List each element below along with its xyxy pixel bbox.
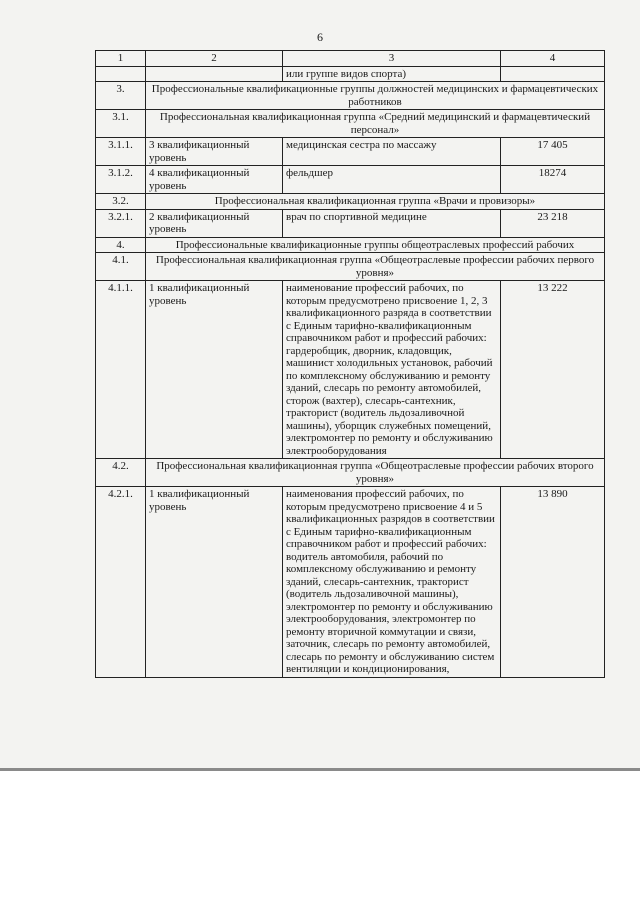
cell-description: наименование профессий рабочих, по которым предусмотрено присвоение 1, 2, 3 квалификационного разряда в соответствии с Единым тарифно-квалификационным справочником работ и профессий рабочих: гардеробщик, дворник, кладовщик, машинист холодильных установок, рабочий по комплексному обслуживанию и ремонту зданий, слесарь по ремонту автомобилей, сторож (вахтер), слесарь-сантехник, тракторист (водитель льдозаливочной машины), уборщик служебных помещений, электромонтер по ремонту и обслуживанию электрооборудования <box>283 281 501 459</box>
column-header: 3 <box>283 51 501 67</box>
scan-edge <box>0 768 640 771</box>
table-header-row <box>96 51 605 67</box>
table-section-row <box>96 237 605 253</box>
cell-value: 13 890 <box>501 487 605 678</box>
cell-section-title: Профессиональная квалификационная группа «Врачи и провизоры» <box>146 194 605 210</box>
column-header: 1 <box>96 51 146 67</box>
cell-section-title: Профессиональные квалификационные группы должностей медицинских и фармацевтических работников <box>146 82 605 110</box>
column-header: 2 <box>146 51 283 67</box>
cell-section-title: Профессиональная квалификационная группа «Общеотраслевые профессии рабочих второго уровня» <box>146 459 605 487</box>
cell-number <box>96 66 146 82</box>
table-row <box>96 166 605 194</box>
table-section-row <box>96 253 605 281</box>
cell-level: 2 квалификационный уровень <box>146 209 283 237</box>
cell-level: 1 квалификационный уровень <box>146 487 283 678</box>
table-section-row <box>96 110 605 138</box>
cell-description: наименования профессий рабочих, по которым предусмотрено присвоение 4 и 5 квалификационных разрядов в соответствии с Единым тарифно-квалификационным справочником работ и профессий рабочих: водитель автомобиля, рабочий по комплексному обслуживанию и ремонту зданий, слесарь-сантехник, тракторист (водитель льдозаливочной машины), электромонтер по ремонту и обслуживанию электрооборудования, электромонтер по ремонту вторичной коммутации и связи, заточник, слесарь по ремонту автомобилей, слесарь по ремонту и обслуживанию систем вентиляции и кондиционирования, <box>283 487 501 678</box>
table-row <box>96 138 605 166</box>
salary-table <box>95 50 605 678</box>
cell-description: медицинская сестра по массажу <box>283 138 501 166</box>
cell-description: фельдшер <box>283 166 501 194</box>
cell-number: 3.1.2. <box>96 166 146 194</box>
cell-value <box>501 66 605 82</box>
cell-number: 4.1.1. <box>96 281 146 459</box>
cell-number: 4.2. <box>96 459 146 487</box>
cell-number: 4.1. <box>96 253 146 281</box>
cell-section-title: Профессиональная квалификационная группа «Общеотраслевые профессии рабочих первого уровня» <box>146 253 605 281</box>
column-header: 4 <box>501 51 605 67</box>
cell-number: 3.2. <box>96 194 146 210</box>
cell-number: 3.1. <box>96 110 146 138</box>
cell-level: 4 квалификационный уровень <box>146 166 283 194</box>
cell-value: 23 218 <box>501 209 605 237</box>
page-number: 6 <box>317 30 323 44</box>
cell-number: 4.2.1. <box>96 487 146 678</box>
cell-section-title: Профессиональная квалификационная группа «Средний медицинский и фармацевтический персонал» <box>146 110 605 138</box>
table-row <box>96 281 605 459</box>
table-row <box>96 209 605 237</box>
cell-number: 3. <box>96 82 146 110</box>
cell-level: 3 квалификационный уровень <box>146 138 283 166</box>
cell-level: 1 квалификационный уровень <box>146 281 283 459</box>
cell-description: врач по спортивной медицине <box>283 209 501 237</box>
cell-number: 3.2.1. <box>96 209 146 237</box>
table-row <box>96 487 605 678</box>
cell-value: 18274 <box>501 166 605 194</box>
table-row-continued <box>96 66 605 82</box>
cell-section-title: Профессиональные квалификационные группы общеотраслевых профессий рабочих <box>146 237 605 253</box>
cell-number: 3.1.1. <box>96 138 146 166</box>
cell-value: 17 405 <box>501 138 605 166</box>
cell-number: 4. <box>96 237 146 253</box>
table-body <box>96 51 605 678</box>
cell-level <box>146 66 283 82</box>
cell-description: или группе видов спорта) <box>283 66 501 82</box>
table-section-row <box>96 459 605 487</box>
cell-value: 13 222 <box>501 281 605 459</box>
table-section-row <box>96 82 605 110</box>
table-section-row <box>96 194 605 210</box>
